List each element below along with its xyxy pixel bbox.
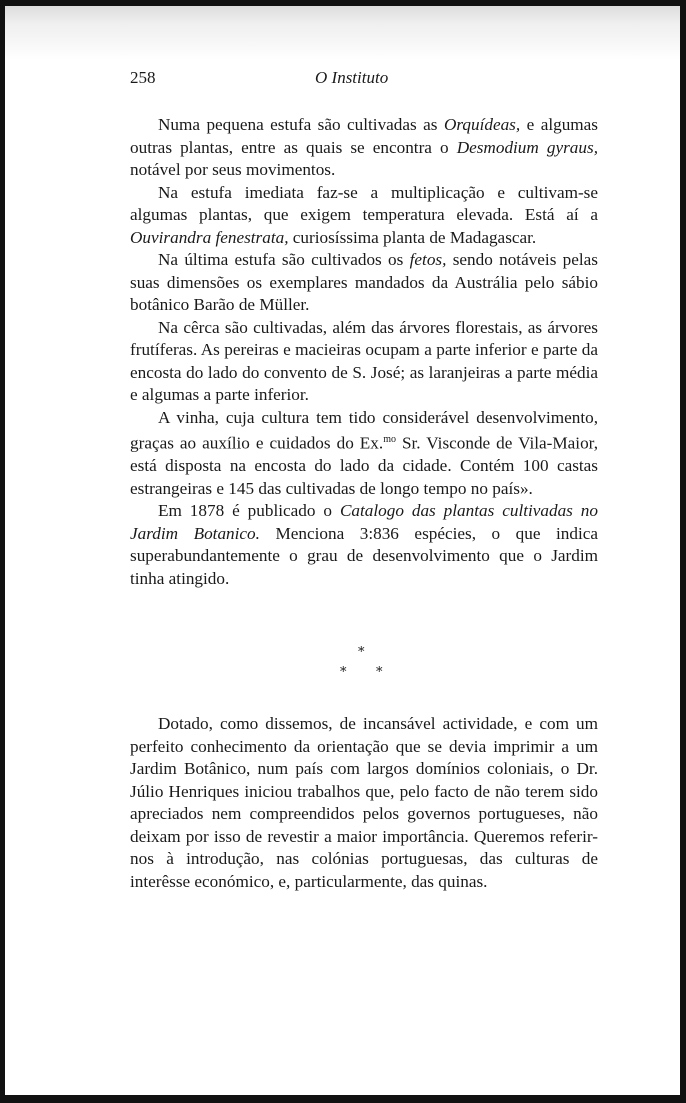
asterism-star: * xyxy=(358,645,365,660)
text-run: notável por seus movimentos. xyxy=(130,160,336,179)
text-run: e algumas outras plantas, entre as quais se encontra o xyxy=(130,115,598,157)
asterism-star: * xyxy=(340,665,347,680)
text-run: A vinha, cuja cultura tem tido considerável desenvolvimento, graças ao auxílio e cuidados do Ex. xyxy=(130,407,598,453)
text-run: Na última estufa são cultivados os xyxy=(158,250,410,269)
scan-border-right xyxy=(680,0,686,1103)
text-run: Na cêrca são cultivadas, além das árvores florestais, as árvores frutíferas. As pereiras e macieiras ocupam a parte inferior e parte da encosta do lado do convento de S. José; as laranjeiras a parte média e algumas a parte inferior. xyxy=(130,317,598,404)
superscript-text: mo xyxy=(383,434,396,445)
scan-border-bottom xyxy=(0,1095,686,1103)
page-header xyxy=(130,68,598,92)
text-run: Na estufa imediata faz-se a multiplicação e cultivam-se algumas plantas, que exigem temperatura elevada. Está aí a xyxy=(130,182,598,224)
scan-border-top xyxy=(0,0,686,6)
paragraph xyxy=(130,713,598,893)
text-run: Menciona 3:836 espécies, o que indica superabundantemente o grau de desenvolvimento que o Jardim tinha atingido. xyxy=(130,523,599,588)
paragraph xyxy=(130,500,598,590)
paragraph xyxy=(130,317,598,407)
italic-text-run: Desmodium gyraus, xyxy=(456,137,598,157)
scan-shading xyxy=(0,0,686,60)
paragraph xyxy=(130,407,598,501)
asterism-star: * xyxy=(376,665,383,680)
text-section-main xyxy=(130,114,598,590)
paragraph xyxy=(130,182,598,250)
italic-text-run: Orquídeas, xyxy=(443,115,521,134)
italic-text-run: Ouvirandra fenestrata, xyxy=(130,227,289,247)
text-run: sendo notáveis pelas suas dimensões os exemplares mandados da Austrália pelo sábio botânico Barão de Müller. xyxy=(130,250,598,314)
paragraph xyxy=(130,249,598,317)
text-run: Dotado, como dissemos, de incansável actividade, e com um perfeito conhecimento da orientação que se devia imprimir a um Jardim Botânico, num país com largos domínios coloniais, o Dr. Júlio Henriques iniciou trabalhos que, pelo facto de não terem sido apreciados nem compreendidos pelos governos portugueses, não deixam por isso de revestir a maior importância. Queremos referir-nos à introdução, nas colónias portuguesas, das culturas de interêsse económico, e, particularmente, das quinas. xyxy=(130,714,598,891)
page-number: 258 xyxy=(130,68,156,87)
text-run: Numa pequena estufa são cultivadas as xyxy=(158,115,444,134)
section-divider-asterism xyxy=(330,645,400,689)
paragraph xyxy=(130,114,598,182)
text-run: Sr. Visconde de Vila-Maior, está disposta na encosta do lado da cidade. Contém 100 castas estrangeiras e 145 das cultivadas de longo tempo no país». xyxy=(130,433,598,498)
text-run: curiosíssima planta de Madagascar. xyxy=(288,227,537,247)
text-section-next xyxy=(130,713,598,893)
italic-text-run: fetos, xyxy=(409,250,447,269)
italic-text-run: Catalogo das plantas cultivadas no Jardim Botanico. xyxy=(130,501,598,543)
scan-border-left xyxy=(0,0,5,1103)
running-title: O Instituto xyxy=(315,68,389,87)
text-run: Em 1878 é publicado o xyxy=(158,501,340,521)
